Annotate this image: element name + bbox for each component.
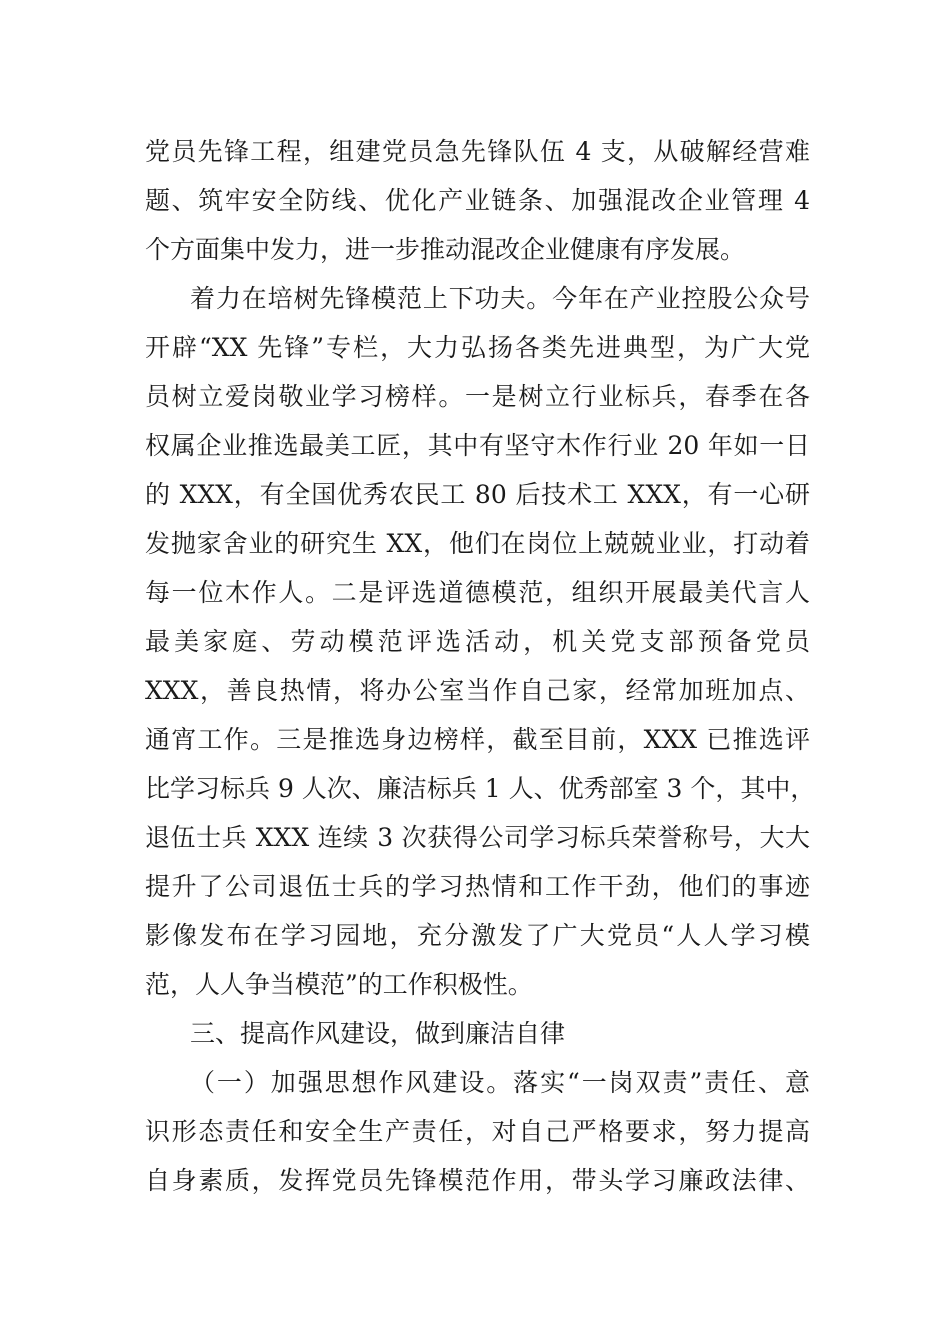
text-line: 员树立爱岗敬业学习榜样。一是树立行业标兵，春季在各	[145, 382, 810, 411]
text-line: 每一位木作人。二是评选道德模范，组织开展最美代言人	[145, 578, 810, 607]
section-heading: 三、提高作风建设，做到廉洁自律	[190, 1019, 566, 1048]
text-line: 自身素质，发挥党员先锋模范作用，带头学习廉政法律、	[145, 1166, 810, 1195]
text-line: 范，人人争当模范”的工作积极性。	[145, 970, 533, 999]
text-line: 个方面集中发力，进一步推动混改企业健康有序发展。	[145, 235, 746, 264]
text-line: 权属企业推选最美工匠，其中有坚守木作行业 20 年如一日	[145, 431, 810, 460]
text-line: 识形态责任和安全生产责任，对自己严格要求，努力提高	[145, 1117, 810, 1146]
text-line: 发抛家舍业的研究生 XX，他们在岗位上兢兢业业，打动着	[145, 529, 810, 558]
paragraph-first-line: （一）加强思想作风建设。落实“一岗双责”责任、意	[190, 1068, 810, 1097]
text-line: 通宵工作。三是推选身边榜样，截至目前，XXX 已推选评	[145, 725, 810, 754]
text-line: 党员先锋工程，组建党员急先锋队伍 4 支，从破解经营难	[145, 137, 810, 166]
text-line: 题、筑牢安全防线、优化产业链条、加强混改企业管理 4	[145, 186, 810, 215]
text-line: 的 XXX，有全国优秀农民工 80 后技术工 XXX，有一心研	[145, 480, 810, 509]
text-line: 最美家庭、劳动模范评选活动，机关党支部预备党员	[145, 627, 810, 656]
text-line: 比学习标兵 9 人次、廉洁标兵 1 人、优秀部室 3 个，其中，	[145, 774, 816, 803]
paragraph-first-line: 着力在培树先锋模范上下功夫。今年在产业控股公众号	[190, 284, 810, 313]
text-line: 影像发布在学习园地，充分激发了广大党员“人人学习模	[145, 921, 810, 950]
text-line: 提升了公司退伍士兵的学习热情和工作干劲，他们的事迹	[145, 872, 810, 901]
text-line: XXX，善良热情，将办公室当作自己家，经常加班加点、	[145, 676, 810, 705]
text-line: 退伍士兵 XXX 连续 3 次获得公司学习标兵荣誉称号，大大	[145, 823, 810, 852]
text-line: 开辟“XX 先锋”专栏，大力弘扬各类先进典型，为广大党	[145, 333, 810, 362]
